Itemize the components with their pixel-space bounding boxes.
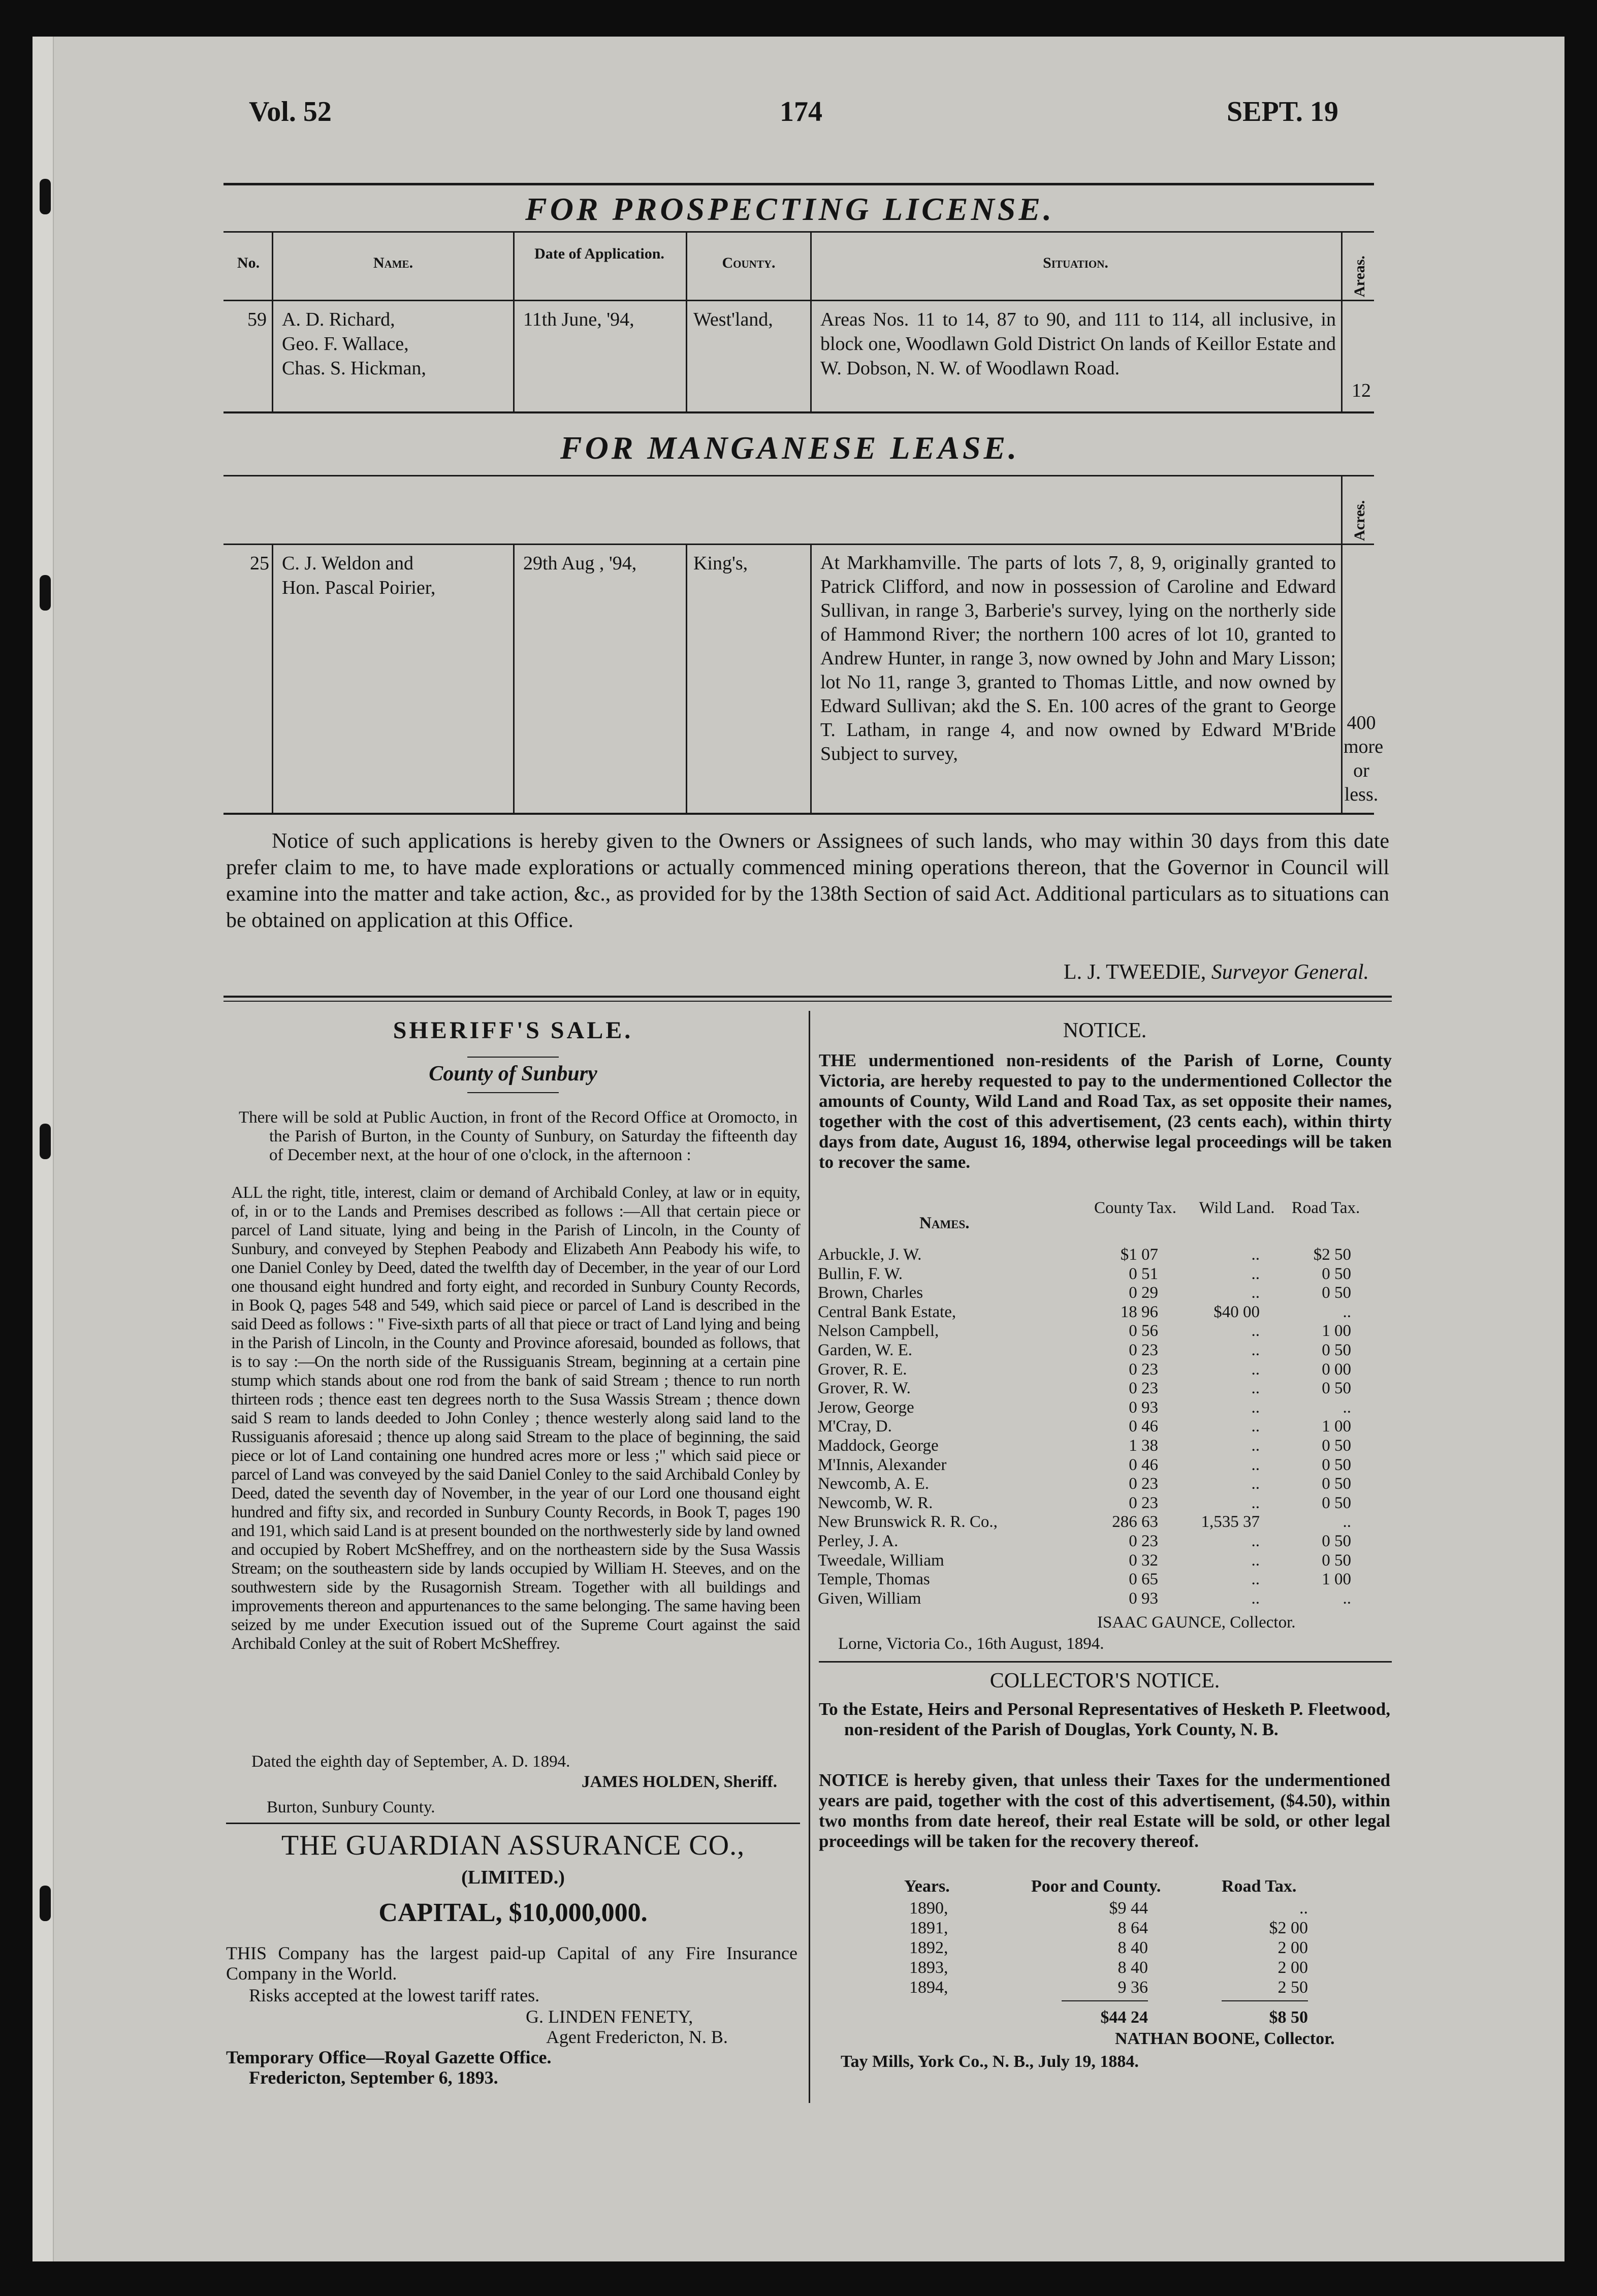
table-rule — [223, 231, 1374, 233]
road-tax: .. — [1343, 1513, 1351, 1532]
lorne-notice-title: NOTICE. — [1063, 1019, 1147, 1042]
col-divider — [810, 231, 812, 411]
section-rule — [223, 1001, 1392, 1002]
wild-land-tax: .. — [1251, 1360, 1260, 1379]
applicant-name: Chas. S. Hickman, — [282, 358, 426, 379]
table-row — [818, 1246, 1366, 1264]
tax-year: 1893, — [909, 1958, 948, 1977]
acres-value — [1344, 711, 1384, 807]
col-header-county: County. — [722, 254, 776, 271]
total-rule — [1062, 2000, 1148, 2001]
poor-county-tax: 8 64 — [1117, 1919, 1148, 1937]
lorne-rows — [818, 1246, 1377, 1621]
tax-year: 1890, — [909, 1899, 948, 1918]
applicant-name: Geo. F. Wallace, — [282, 333, 409, 355]
taxpayer-name: Grover, R. W. — [818, 1379, 911, 1398]
table-row — [818, 1341, 1366, 1360]
road-tax: 0 50 — [1322, 1551, 1351, 1570]
road-tax: $2 00 — [1269, 1919, 1308, 1937]
road-tax: 0 50 — [1322, 1493, 1351, 1512]
county-tax: 0 23 — [1129, 1379, 1158, 1398]
col-header-road-tax: Road Tax. — [1222, 1877, 1297, 1896]
table-rule — [223, 300, 1374, 301]
table-row — [818, 1265, 1366, 1284]
col-header-acres: Acres. — [1351, 500, 1368, 541]
title-rule — [467, 1092, 559, 1093]
table-row — [818, 1379, 1366, 1398]
poor-county-tax: $9 44 — [1109, 1899, 1148, 1918]
acres-line: 400 — [1347, 712, 1376, 734]
table-row — [818, 1532, 1366, 1551]
county-tax: $1 07 — [1120, 1246, 1158, 1264]
applicant-names — [282, 551, 510, 600]
taxpayer-name: Garden, W. E. — [818, 1341, 913, 1359]
section-rule — [226, 1823, 800, 1824]
tax-year: 1891, — [909, 1919, 948, 1937]
taxpayer-name: Arbuckle, J. W. — [818, 1246, 922, 1264]
table-row — [818, 1456, 1366, 1475]
sheriff-dated: Dated the eighth day of September, A. D. 1894. — [251, 1752, 570, 1771]
total-rule — [1222, 2000, 1308, 2001]
volume-label: Vol. 52 — [249, 96, 332, 127]
collector-rows — [818, 1899, 1377, 2000]
collector-signature: NATHAN BOONE, Collector. — [1115, 2029, 1335, 2048]
taxpayer-name: Newcomb, W. R. — [818, 1493, 933, 1512]
binding-hole — [40, 1124, 51, 1159]
guardian-title: THE GUARDIAN ASSURANCE CO., — [281, 1830, 745, 1861]
guardian-agent-name: G. LINDEN FENETY, — [526, 2006, 693, 2027]
county-tax: 0 23 — [1129, 1341, 1158, 1359]
col-header-name: Name. — [373, 254, 413, 271]
col-header-years: Years. — [904, 1877, 950, 1896]
taxpayer-name: Bullin, F. W. — [818, 1264, 903, 1283]
wild-land-tax: .. — [1251, 1398, 1260, 1417]
wild-land-tax: .. — [1251, 1493, 1260, 1512]
wild-land-tax: .. — [1251, 1417, 1260, 1436]
road-tax: 0 50 — [1322, 1284, 1351, 1302]
lorne-collector: ISAAC GAUNCE, Collector. — [1097, 1613, 1296, 1632]
binding-hole — [40, 575, 51, 611]
binding-hole — [40, 179, 51, 214]
sheriff-subtitle: County of Sunbury — [429, 1062, 597, 1086]
col-header-county-tax: County Tax. — [1094, 1199, 1177, 1217]
prospecting-title: FOR PROSPECTING LICENSE. — [525, 191, 1055, 227]
table-row — [818, 1284, 1366, 1302]
wild-land-tax: .. — [1251, 1570, 1260, 1589]
table-row — [818, 1899, 1377, 1918]
taxpayer-name: M'Innis, Alexander — [818, 1455, 947, 1474]
poor-county-tax: 8 40 — [1117, 1958, 1148, 1977]
table-row — [818, 1303, 1366, 1322]
wild-land-tax: .. — [1251, 1246, 1260, 1264]
notice-paragraph: Notice of such applications is hereby given to the Owners or Assignees of such lands, who may within 30 days from this date prefer claim to me, to have made explorations or actually commenced mining operations thereon, that the Governor in Council will examine into the matter and take action, &c., as provided for by the 138th Section of said Act. Additional particulars as to situations can be obtained on application at this Office. — [226, 830, 1389, 932]
col-header-names: Names. — [919, 1214, 970, 1232]
title-rule — [467, 1057, 559, 1058]
road-tax: 1 00 — [1322, 1570, 1351, 1589]
page-number: 174 — [780, 96, 822, 127]
table-row — [818, 1551, 1366, 1570]
col-divider — [810, 544, 812, 813]
col-divider — [272, 231, 273, 411]
taxpayer-name: Temple, Thomas — [818, 1570, 930, 1589]
county-name: West'land, — [693, 309, 773, 330]
road-tax: 0 50 — [1322, 1341, 1351, 1359]
county-tax: 286 63 — [1112, 1513, 1158, 1532]
lease-number: 25 — [250, 553, 269, 574]
taxpayer-name: Grover, R. E. — [818, 1360, 907, 1379]
sheriff-intro: There will be sold at Public Auction, in front of the Record Office at Oromocto, in the Parish of Burton, in the County of Sunbury, on Saturday the fifteenth day of December next, at the hour of one o'clock, in the afternoon : — [239, 1108, 797, 1164]
acres-line: less. — [1344, 784, 1379, 805]
taxpayer-name: New Brunswick R. R. Co., — [818, 1513, 998, 1532]
wild-land-tax: .. — [1251, 1341, 1260, 1359]
county-tax: 1 38 — [1129, 1437, 1158, 1455]
areas-value: 12 — [1352, 380, 1371, 401]
guardian-dateline: Fredericton, September 6, 1893. — [249, 2067, 498, 2088]
acres-line: more — [1344, 736, 1384, 757]
table-row — [818, 1589, 1366, 1608]
notice-signature — [762, 960, 1369, 984]
road-tax: 0 50 — [1322, 1437, 1351, 1455]
county-tax: 0 23 — [1129, 1532, 1158, 1550]
table-row — [818, 1322, 1366, 1341]
wild-land-tax: .. — [1251, 1475, 1260, 1493]
col-header-no: No. — [237, 254, 260, 271]
col-divider — [272, 544, 273, 813]
table-row — [818, 1437, 1366, 1455]
collector-notice-text: NOTICE is hereby given, that unless their Taxes for the undermentioned years are paid, together with the cost of this advertisement, ($4.50), within two months from date hereof, their real Estate will be sold, or other legal proceedings will be taken for the recovery thereof. — [819, 1770, 1390, 1851]
road-tax: .. — [1343, 1302, 1351, 1321]
county-tax: 0 46 — [1129, 1417, 1158, 1436]
wild-land-tax: .. — [1251, 1532, 1260, 1550]
issue-date: SEPT. 19 — [1227, 96, 1338, 127]
application-date: 11th June, '94, — [523, 309, 634, 330]
table-row — [818, 1938, 1377, 1958]
table-row — [818, 1570, 1366, 1589]
county-tax: 0 29 — [1129, 1284, 1158, 1302]
taxpayer-name: Maddock, George — [818, 1437, 939, 1455]
table-row — [818, 1360, 1366, 1379]
guardian-office: Temporary Office—Royal Gazette Office. — [226, 2047, 552, 2067]
road-tax: 2 50 — [1277, 1978, 1308, 1997]
col-header-poor-county: Poor and County. — [1031, 1877, 1161, 1896]
taxpayer-name: Tweedale, William — [818, 1551, 944, 1570]
signature-title: Surveyor General. — [1211, 961, 1369, 984]
county-tax: 0 23 — [1129, 1475, 1158, 1493]
page-header — [218, 95, 1371, 136]
county-tax: 0 46 — [1129, 1455, 1158, 1474]
table-rule — [223, 544, 1374, 545]
applicant-name: Hon. Pascal Poirier, — [282, 577, 436, 598]
wild-land-tax: .. — [1251, 1322, 1260, 1341]
license-number: 59 — [247, 309, 267, 330]
col-divider — [1341, 231, 1343, 411]
table-row — [818, 1513, 1366, 1532]
section-rule — [819, 1661, 1392, 1663]
sheriff-body: ALL the right, title, interest, claim or demand of Archibald Conley, at law or in equity, of, in or to the Lands and Premises described as follows :—All that certain piece or parcel of Land situate, lying and being in the Parish of Lincoln, in the County of Sunbury, and conveyed by Stephen Peabody and Elizabeth Ann Peabody his wife, to one Daniel Conley by Deed, dated the twelfth day of December, in the year of our Lord one thousand eight hundred and forty eight, and recorded in Sunbury County Records, in Book Q, pages 548 and 549, which said piece or parcel of Land is described in the said Deed as follows : " Five-sixth parts of all that piece or tract of Land lying and being in the Parish of Lincoln, in the County and Province aforesaid, bounded as follows, that is to say :—On the north side of the Russiguanis Stream, beginning at a certain pine stump which stands about one rod from the bank of said Stream ; thence to run north thirteen rods ; thence east ten degrees north to the Susa Wassis Stream ; thence down said S ream to lands deeded to John Conley ; thence westerly along said land to the Russiguanis aforesaid ; thence up along said Stream to the place of beginning, the said piece or lot of Land containing one hundred acres more or less ;" which said piece or parcel of Land was conveyed by the said Daniel Conley to the said Archibald Conley by Deed, dated the seventh day of November, in the year of our Lord one thousand eight hundred and fifty six, and recorded in Sunbury County Records, in Book T, pages 190 and 191, which said Land is at present bounded on the northwesterly side by land owned and occupied by Robert McSheffrey, and on the northeastern side by the Susa Wassis Stream; on the southeastern side by lands occupied by William H. Steeves, and on the southwestern side by the Rusagornish Stream. Together with all buildings and improvements thereon and appurtenances to the same belonging. The same having been seized by me under Execution issued out of the Supreme Court against the said Archibald Conley at the suit of Robert McSheffrey. — [231, 1184, 800, 1653]
col-divider — [1341, 475, 1343, 813]
col-header-situation: Situation. — [1043, 254, 1108, 271]
taxpayer-name: Perley, J. A. — [818, 1532, 899, 1550]
binding-hole — [40, 1886, 51, 1921]
county-name: King's, — [693, 553, 748, 574]
road-tax: .. — [1343, 1589, 1351, 1608]
application-date: 29th Aug , '94, — [523, 553, 637, 574]
sheriff-signature: JAMES HOLDEN, Sheriff. — [581, 1773, 777, 1791]
county-tax: 0 23 — [1129, 1360, 1158, 1379]
col-divider — [686, 544, 687, 813]
wild-land-tax: .. — [1251, 1437, 1260, 1455]
wild-land-tax: .. — [1251, 1455, 1260, 1474]
total-poor-county: $44 24 — [1100, 2008, 1148, 2027]
lorne-dateline: Lorne, Victoria Co., 16th August, 1894. — [838, 1635, 1104, 1653]
county-tax: 0 56 — [1129, 1322, 1158, 1341]
situation-text: At Markhamville. The parts of lots 7, 8, 9, originally granted to Patrick Clifford, and now in possession of Caroline and Edward Sullivan, in range 3, Barberie's survey, lying on the northerly side of Hammond River; the northern 100 acres of lot 10, granted to Andrew Hunter, in range 3, now owned by John and Mary Lisson; lot No 11, range 3, granted to Thomas Little, and now owned by Edward Sullivan; akd the S. En. 100 acres of the grant to George T. Latham, in range 4, and now owned by Edward M'Bride Subject to survey, — [820, 552, 1336, 764]
taxpayer-name: Jerow, George — [818, 1398, 914, 1417]
situation-text: Areas Nos. 11 to 14, 87 to 90, and 111 to 114, all inclusive, in block one, Woodlawn Gold District On lands of Keillor Estate and W. Dobson, N. W. of Woodlawn Road. — [820, 309, 1336, 379]
table-rule — [223, 813, 1374, 815]
applicant-name: A. D. Richard, — [282, 309, 395, 330]
tax-year: 1892, — [909, 1938, 948, 1957]
wild-land-tax: .. — [1251, 1379, 1260, 1398]
table-row — [818, 1958, 1377, 1978]
table-row — [818, 1494, 1366, 1513]
binding-strip — [33, 37, 54, 2261]
table-row — [818, 1417, 1366, 1436]
manganese-title: FOR MANGANESE LEASE. — [560, 430, 1020, 466]
road-tax: 0 50 — [1322, 1475, 1351, 1493]
signature-name: L. J. TWEEDIE, — [1063, 961, 1206, 984]
county-tax: 0 51 — [1129, 1264, 1158, 1283]
wild-land-tax: 1,535 37 — [1201, 1513, 1260, 1532]
total-road-tax: $8 50 — [1269, 2008, 1308, 2027]
road-tax: 1 00 — [1322, 1417, 1351, 1436]
taxpayer-name: Central Bank Estate, — [818, 1302, 956, 1321]
road-tax: 2 00 — [1277, 1958, 1308, 1977]
col-divider — [513, 231, 515, 411]
wild-land-tax: .. — [1251, 1284, 1260, 1302]
road-tax: 0 50 — [1322, 1379, 1351, 1398]
collector-addressee: To the Estate, Heirs and Personal Representatives of Hesketh P. Fleetwood, non-resident of the Parish of Douglas, York County, N. B. — [819, 1699, 1390, 1739]
wild-land-tax: .. — [1251, 1551, 1260, 1570]
col-divider — [686, 231, 687, 411]
guardian-agent-title: Agent Fredericton, N. B. — [546, 2027, 728, 2047]
section-rule — [223, 996, 1392, 998]
table-row — [818, 1475, 1366, 1493]
taxpayer-name: Newcomb, A. E. — [818, 1475, 930, 1493]
collector-dateline: Tay Mills, York Co., N. B., July 19, 1884. — [841, 2052, 1139, 2071]
table-row — [818, 1919, 1377, 1938]
taxpayer-name: Nelson Campbell, — [818, 1322, 939, 1341]
wild-land-tax: .. — [1251, 1589, 1260, 1608]
county-tax: 18 96 — [1120, 1302, 1158, 1321]
guardian-body: THIS Company has the largest paid-up Capital of any Fire Insurance Company in the World. — [226, 1943, 797, 1984]
guardian-risks: Risks accepted at the lowest tariff rates. — [249, 1985, 540, 2005]
col-header-wild-land: Wild Land. — [1199, 1199, 1275, 1217]
table-rule — [223, 411, 1374, 413]
applicant-name: C. J. Weldon and — [282, 553, 414, 574]
road-tax: .. — [1299, 1899, 1308, 1918]
guardian-capital: CAPITAL, $10,000,000. — [378, 1898, 648, 1927]
table-row — [818, 1398, 1366, 1417]
col-header-road-tax: Road Tax. — [1291, 1199, 1360, 1217]
header-rule — [223, 183, 1374, 185]
tax-year: 1894, — [909, 1978, 948, 1997]
table-rule — [223, 475, 1374, 476]
guardian-limited: (LIMITED.) — [461, 1867, 565, 1888]
road-tax: .. — [1343, 1398, 1351, 1417]
lorne-notice-text: THE undermentioned non-residents of the Parish of Lorne, County Victoria, are hereby requested to pay to the undermentioned Collector the amounts of County, Wild Land and Road Tax, as set opposite their names, together with the cost of this advertisement, (23 cents each), within thirty days from date, August 16, 1894, otherwise legal proceedings will be taken to recover the same. — [819, 1050, 1392, 1172]
acres-line: or — [1353, 760, 1369, 781]
county-tax: 0 32 — [1129, 1551, 1158, 1570]
road-tax: 0 50 — [1322, 1264, 1351, 1283]
col-header-date: Date of Application. — [534, 245, 664, 262]
taxpayer-name: M'Cray, D. — [818, 1417, 892, 1436]
road-tax: 2 00 — [1277, 1938, 1308, 1957]
lorne-tax-table — [818, 1199, 1392, 1707]
wild-land-tax: $40 00 — [1213, 1302, 1260, 1321]
collector-tax-table — [818, 1874, 1392, 2108]
road-tax: 0 00 — [1322, 1360, 1351, 1379]
road-tax: 0 50 — [1322, 1455, 1351, 1474]
county-tax: 0 93 — [1129, 1398, 1158, 1417]
county-tax: 0 93 — [1129, 1589, 1158, 1608]
applicant-names — [282, 307, 510, 380]
wild-land-tax: .. — [1251, 1264, 1260, 1283]
sheriff-title: SHERIFF'S SALE. — [393, 1017, 633, 1044]
poor-county-tax: 9 36 — [1117, 1978, 1148, 1997]
table-row — [818, 1978, 1377, 1997]
taxpayer-name: Brown, Charles — [818, 1284, 923, 1302]
taxpayer-name: Given, William — [818, 1589, 921, 1608]
county-tax: 0 23 — [1129, 1493, 1158, 1512]
road-tax: 1 00 — [1322, 1322, 1351, 1341]
col-header-areas: Areas. — [1351, 256, 1368, 297]
col-divider — [513, 544, 515, 813]
sheriff-place: Burton, Sunbury County. — [267, 1798, 435, 1816]
column-divider — [809, 1011, 810, 2103]
poor-county-tax: 8 40 — [1117, 1938, 1148, 1957]
collector-notice-title: COLLECTOR'S NOTICE. — [989, 1669, 1220, 1693]
road-tax: $2 50 — [1313, 1246, 1351, 1264]
county-tax: 0 65 — [1129, 1570, 1158, 1589]
road-tax: 0 50 — [1322, 1532, 1351, 1550]
